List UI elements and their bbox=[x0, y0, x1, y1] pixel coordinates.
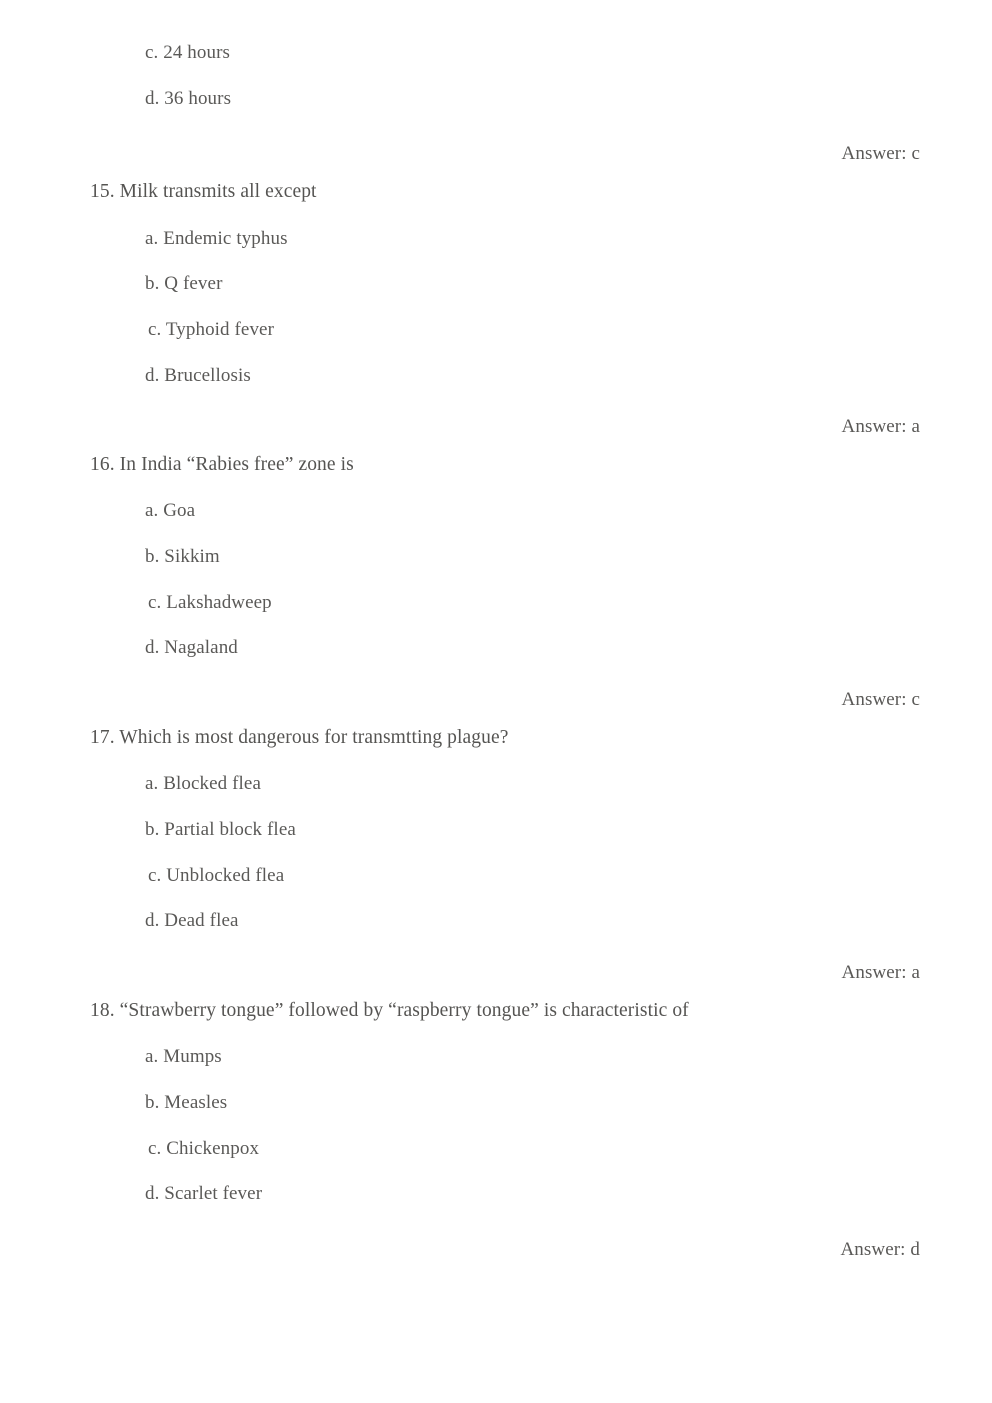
option-item: d. Scarlet fever bbox=[145, 1183, 263, 1205]
answer-line: Answer: c bbox=[841, 143, 920, 165]
option-item: b. Sikkim bbox=[145, 546, 220, 568]
question-block bbox=[80, 179, 922, 438]
option-item: c. Lakshadweep bbox=[148, 591, 272, 613]
continued-options-group bbox=[80, 40, 922, 111]
question-text: 15. Milk transmits all except bbox=[90, 181, 317, 203]
question-text: 17. Which is most dangerous for transmtting plague? bbox=[90, 727, 509, 749]
option-item: b. Partial block flea bbox=[145, 818, 296, 840]
question-block bbox=[80, 452, 922, 711]
option-item: a. Blocked flea bbox=[145, 773, 261, 795]
question-block bbox=[80, 998, 922, 1261]
question-text: 16. In India “Rabies free” zone is bbox=[90, 454, 354, 476]
option-item: b. Measles bbox=[145, 1091, 228, 1113]
option-item: c. 24 hours bbox=[145, 42, 231, 63]
option-item: d. 36 hours bbox=[145, 87, 232, 109]
option-item: a. Goa bbox=[145, 500, 196, 522]
option-item: a. Endemic typhus bbox=[145, 227, 288, 249]
option-item: c. Chickenpox bbox=[148, 1137, 260, 1159]
question-block bbox=[80, 725, 922, 984]
option-item: d. Dead flea bbox=[145, 910, 239, 932]
answer-line: Answer: c bbox=[841, 689, 920, 711]
option-item: d. Nagaland bbox=[145, 637, 238, 659]
answer-line: Answer: d bbox=[840, 1238, 920, 1260]
question-text: 18. “Strawberry tongue” followed by “raspberry tongue” is characteristic of bbox=[90, 999, 689, 1021]
option-item: b. Q fever bbox=[145, 273, 223, 295]
option-item: a. Mumps bbox=[145, 1046, 222, 1068]
answer-line: Answer: a bbox=[841, 416, 920, 438]
option-item: c. Typhoid fever bbox=[148, 318, 275, 340]
option-item: c. Unblocked flea bbox=[148, 864, 285, 886]
answer-line: Answer: a bbox=[841, 961, 920, 983]
option-item: d. Brucellosis bbox=[145, 364, 251, 386]
